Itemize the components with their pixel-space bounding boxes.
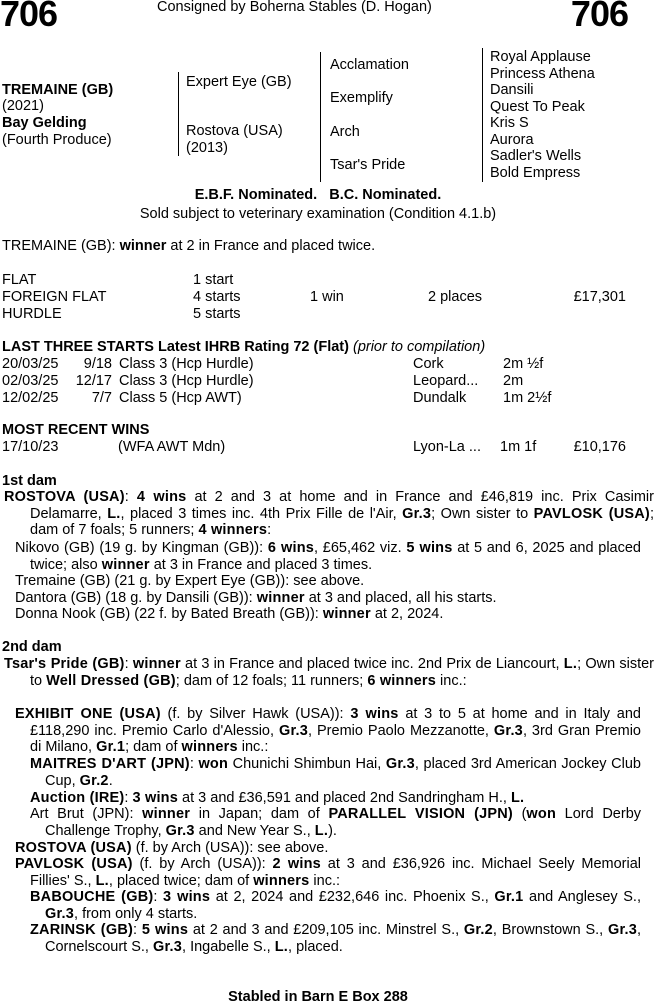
start-distance: 2m ½f <box>503 356 544 372</box>
start-date: 02/03/25 <box>2 373 59 389</box>
offspring-entry <box>15 856 641 889</box>
text: , Premio Paolo Mezzanotte, <box>308 722 494 739</box>
text: : <box>124 656 133 672</box>
text: : <box>189 756 199 772</box>
text: PARALLEL VISION (JPN) <box>328 806 513 822</box>
text: at 3 to 5 at home and in Italy and £118,290 inc. Premio Carlo d'Alessio, <box>30 706 641 739</box>
text: winner <box>101 556 150 573</box>
text: L. <box>274 938 289 955</box>
record-earnings: £17,301 <box>573 289 626 305</box>
pedigree-dam-dam: Tsar's Pride <box>330 157 406 173</box>
last-three-heading: LAST THREE STARTS Latest IHRB Rating 72 (Flat) <box>2 339 349 355</box>
text: 6 winners <box>367 672 437 689</box>
text: winner <box>322 606 371 622</box>
last-three-title <box>2 339 485 356</box>
text: inc.: <box>436 672 467 689</box>
text: L. <box>563 656 578 672</box>
text: ). <box>328 822 337 839</box>
pedigree-sire-dam: Exemplify <box>330 90 393 106</box>
stable-location: Stabled in Barn E Box 288 <box>228 989 408 1005</box>
text: . <box>108 772 113 789</box>
offspring-entry <box>30 922 641 955</box>
pedigree-g4: Aurora <box>490 131 534 148</box>
pedigree-g4: Princess Athena <box>490 65 595 82</box>
text: ; dam of <box>125 739 182 755</box>
text: : <box>124 489 137 505</box>
text: won <box>526 806 557 822</box>
win-date: 17/10/23 <box>2 439 59 455</box>
record-starts: 1 start <box>193 272 234 288</box>
text: Auction (IRE) <box>30 790 125 806</box>
horse-produce: (Fourth Produce) <box>2 132 112 148</box>
text: , placed 3 times inc. 4th Prix Fille de l'Air, <box>120 505 403 522</box>
last-three-note: (prior to compilation) <box>352 339 486 355</box>
start-position: 7/7 <box>91 390 112 406</box>
text: Gr.3 <box>607 922 637 938</box>
offspring-entry <box>30 889 641 922</box>
start-course: Dundalk <box>413 390 467 406</box>
text: in Japan; dam of <box>190 806 329 822</box>
text: ROSTOVA (USA) <box>15 840 132 856</box>
lot-number-left: 706 <box>0 0 58 34</box>
text: MAITRES D'ART (JPN) <box>30 756 190 772</box>
text: , Ingabelle S., <box>182 938 275 955</box>
text: Lord Derby Challenge Trophy, <box>45 806 642 839</box>
text: : <box>133 922 142 938</box>
text: winners <box>181 739 238 755</box>
text: L. <box>107 505 121 522</box>
text: at 2, 2024. <box>370 606 444 622</box>
text: , Brownstown S., <box>492 922 608 938</box>
start-distance: 1m 2½f <box>503 390 552 406</box>
first-dam-paragraph <box>2 489 654 539</box>
record-wins: 1 win <box>310 289 344 305</box>
offspring-entry <box>15 706 641 756</box>
text: at 3 and £36,926 inc. Michael Seely Memorial Fillies' S., <box>30 856 641 889</box>
first-dam-title: 1st dam <box>2 473 57 489</box>
pedigree-g4: Dansili <box>490 82 534 98</box>
text: winner <box>132 656 181 672</box>
text: 4 winners <box>198 522 268 538</box>
text: ; dam of 7 foals; 5 runners; <box>30 505 654 538</box>
start-course: Cork <box>413 356 444 372</box>
pedigree-dam: Rostova (USA) <box>186 123 283 139</box>
text: Gr.3 <box>279 722 309 739</box>
text: 3 wins <box>163 889 211 905</box>
text: Well Dressed (GB) <box>46 672 176 689</box>
text: , from only 4 starts. <box>74 905 198 922</box>
text: , 3rd Gran Premio di Milano, <box>30 722 641 755</box>
text: L. <box>510 790 525 806</box>
text: Gr.3 <box>45 905 75 922</box>
text: 3 wins <box>132 790 179 806</box>
text: Chunichi Shimbun Hai, <box>228 756 386 772</box>
text: ; dam of 12 foals; 11 runners; <box>175 672 368 689</box>
text: Nikovo (GB) (19 g. by Kingman (GB)): <box>15 540 268 556</box>
text: : <box>153 889 164 905</box>
text: ZARINSK (GB) <box>30 922 134 938</box>
win-race: (WFA AWT Mdn) <box>118 439 226 455</box>
record-places: 2 places <box>428 289 483 305</box>
horse-name: TREMAINE (GB) <box>2 82 114 98</box>
win-course: Lyon-La ... <box>413 439 481 455</box>
text: L. <box>314 822 329 839</box>
text: 2 wins <box>272 856 321 872</box>
text: L. <box>95 872 109 889</box>
offspring-entry <box>30 790 524 807</box>
text: : <box>124 790 133 806</box>
second-dam-paragraph <box>2 656 654 689</box>
dam-name: ROSTOVA (USA) <box>4 489 125 505</box>
text: and New Year S., <box>194 822 315 839</box>
horse-year: (2021) <box>2 98 44 114</box>
text: at 3 in France and placed twice inc. 2nd Prix de Liancourt, <box>180 656 564 672</box>
text: 6 wins <box>267 540 315 556</box>
text: ( <box>512 806 527 822</box>
text: (f. by Silver Hawk (USA)): <box>160 706 351 722</box>
pedigree-g4: Sadler's Wells <box>490 148 582 164</box>
pedigree-g4: Royal Applause <box>490 49 591 65</box>
text: Gr.3 <box>385 756 415 772</box>
pedigree-dam-year: (2013) <box>186 140 228 156</box>
text: EXHIBIT ONE (USA) <box>15 706 161 722</box>
lot-number-right: 706 <box>570 0 628 34</box>
horse-description: Bay Gelding <box>2 115 87 131</box>
text: inc.: <box>237 739 269 755</box>
record-starts: 4 starts <box>193 289 241 305</box>
consignor: Consigned by Boherna Stables (D. Hogan) <box>157 0 432 15</box>
text: at 3 and placed, all his starts. <box>304 590 497 606</box>
record-type: HURDLE <box>2 306 62 322</box>
start-date: 12/02/25 <box>2 390 59 406</box>
text: Dantora (GB) (18 g. by Dansili (GB)): <box>15 590 257 606</box>
start-position: 12/17 <box>75 373 112 389</box>
text: BABOUCHE (GB) <box>30 889 154 905</box>
record-starts: 5 starts <box>193 306 241 322</box>
recent-wins-title: MOST RECENT WINS <box>2 422 150 438</box>
pedigree-g4: Quest To Peak <box>490 98 585 115</box>
text: , placed twice; dam of <box>108 872 254 889</box>
summary-line <box>2 238 375 255</box>
text: Gr.1 <box>494 889 524 905</box>
text: at 3 in France and placed 3 times. <box>149 556 373 573</box>
start-race: Class 3 (Hcp Hurdle) <box>119 356 254 372</box>
record-type: FOREIGN FLAT <box>2 289 107 305</box>
text: Art Brut (JPN): <box>30 806 143 822</box>
start-race: Class 3 (Hcp Hurdle) <box>119 373 254 389</box>
text: Gr.3 <box>493 722 523 739</box>
pedigree-g4: Kris S <box>490 115 529 131</box>
record-type: FLAT <box>2 272 37 288</box>
text: 4 wins <box>136 489 187 505</box>
text: won <box>198 756 229 772</box>
summary-name: TREMAINE (GB): <box>2 238 116 254</box>
start-race: Class 5 (Hcp AWT) <box>119 390 242 406</box>
text: PAVLOSK (USA) <box>15 856 133 872</box>
text: at 5 and 6, 2025 and placed twice; also <box>30 540 641 573</box>
text: , placed. <box>288 938 343 955</box>
text: at 2, 2024 and £232,646 inc. Phoenix S., <box>210 889 495 905</box>
start-position: 9/18 <box>83 356 112 372</box>
text: at 2 and 3 at home and in France and £46,819 inc. Prix Casimir Delamarre, <box>30 489 654 522</box>
pedigree-line <box>178 72 179 156</box>
text: (f. by Arch (USA)): see above. <box>131 840 329 856</box>
offspring-entry <box>30 756 641 789</box>
pedigree-sire-sire: Acclamation <box>330 57 409 73</box>
text: Gr.3 <box>402 505 432 522</box>
text: : <box>267 522 272 538</box>
text: and Anglesey S., <box>523 889 641 905</box>
pedigree-sire: Expert Eye (GB) <box>186 74 292 90</box>
nominations: E.B.F. Nominated. B.C. Nominated. <box>194 187 442 203</box>
text: Tsar's Pride (GB) <box>4 656 125 672</box>
second-dam-title: 2nd dam <box>2 639 62 655</box>
text: , £65,462 viz. <box>314 540 407 556</box>
vet-note: Sold subject to veterinary examination (Condition 4.1.b) <box>139 206 497 222</box>
text: ; Own sister to <box>30 656 654 689</box>
text: 5 wins <box>406 540 453 556</box>
text: winners <box>253 872 310 889</box>
text: at 3 and £36,591 and placed 2nd Sandringham H., <box>178 790 511 806</box>
summary-bold: winner <box>119 238 167 254</box>
text: inc.: <box>309 872 341 889</box>
pedigree-line <box>482 48 483 182</box>
offspring-entry <box>30 806 641 839</box>
pedigree-g4: Bold Empress <box>490 164 581 181</box>
start-date: 20/03/25 <box>2 356 59 372</box>
text: Gr.3 <box>165 822 195 839</box>
text: 3 wins <box>350 706 399 722</box>
offspring-entry <box>15 540 641 573</box>
text: , Cornelscourt S., <box>45 922 642 955</box>
text: winner <box>142 806 191 822</box>
win-distance: 1m 1f <box>500 439 537 455</box>
start-course: Leopard... <box>413 373 479 389</box>
offspring-entry <box>15 606 443 623</box>
text: , placed 3rd American Jockey Club Cup, <box>45 756 641 789</box>
text: Gr.1 <box>96 739 126 755</box>
text: Gr.2 <box>79 772 109 789</box>
offspring-entry <box>15 840 328 857</box>
text: Gr.3 <box>153 938 183 955</box>
offspring-entry: Tremaine (GB) (21 g. by Expert Eye (GB)): see above. <box>15 573 365 589</box>
text: PAVLOSK (USA) <box>533 505 650 522</box>
offspring-entry <box>15 590 497 607</box>
text: (f. by Arch (USA)): <box>132 856 273 872</box>
text: winner <box>256 590 305 606</box>
pedigree-line <box>320 52 321 182</box>
text: Gr.2 <box>463 922 493 938</box>
text: at 2 and 3 and £209,105 inc. Minstrel S., <box>188 922 464 938</box>
summary-rest: at 2 in France and placed twice. <box>166 238 376 254</box>
text: ; Own sister to <box>431 505 534 522</box>
win-prize: £10,176 <box>573 439 626 455</box>
pedigree-dam-sire: Arch <box>330 124 360 140</box>
text: 5 wins <box>141 922 189 938</box>
start-distance: 2m <box>503 373 524 389</box>
text: Donna Nook (GB) (22 f. by Bated Breath (GB)): <box>15 606 323 622</box>
